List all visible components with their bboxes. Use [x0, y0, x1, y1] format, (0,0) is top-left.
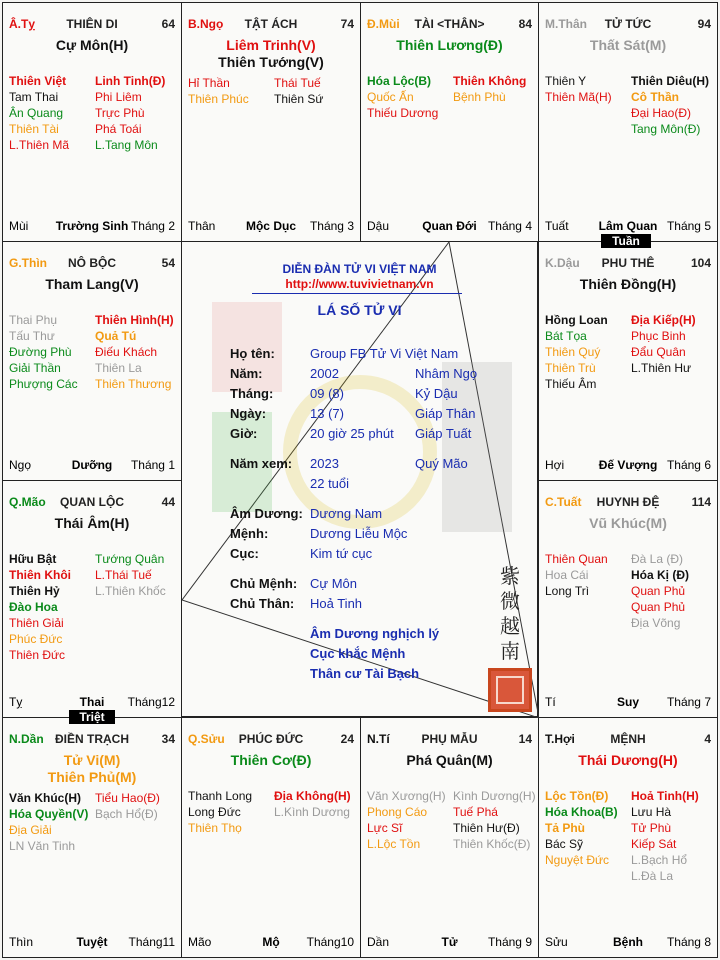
palace-age: 34 [161, 732, 175, 746]
minor-star: Hóa Quyền(V) [9, 807, 89, 821]
note-am-duong: Âm Dương nghịch lý [310, 626, 440, 641]
minor-star: Lực Sĩ [367, 821, 403, 835]
minor-star: Hoả Tinh(H) [631, 789, 699, 803]
palace-dien-trach [2, 717, 182, 958]
minor-star: Thiên Hỷ [9, 584, 60, 598]
info-value: 20 giờ 25 phút [310, 426, 394, 441]
minor-star: Thiên La [95, 361, 142, 375]
info-value: Cự Môn [310, 576, 357, 591]
minor-star: Quan Phủ [631, 600, 686, 614]
info-label: Chủ Mệnh: [230, 576, 298, 591]
palace-header [545, 256, 711, 272]
minor-star: Bệnh Phù [453, 90, 506, 104]
minor-star: Hoa Cái [545, 568, 589, 582]
palace-name: TÀI <THÂN> [414, 17, 485, 31]
minor-star: Thiên Quan [545, 552, 608, 566]
triet-tag: Triệt [69, 710, 115, 724]
info-value: Dương Nam [310, 506, 383, 521]
minor-stars-right [274, 75, 323, 107]
palace-name: PHU THÊ [601, 256, 655, 270]
palace-phuc-duc [181, 717, 361, 958]
minor-stars-left [9, 312, 78, 392]
minor-stars-right [95, 790, 160, 822]
info-value: Kim tứ cục [310, 546, 373, 561]
palace-stage: Thai [79, 695, 105, 709]
minor-star: Đà La (Đ) [631, 552, 684, 566]
palace-can-chi: G.Thìn [9, 256, 47, 270]
minor-star: Ân Quang [9, 106, 64, 120]
minor-star: Thiên Hình(H) [95, 313, 174, 327]
minor-star: Kiếp Sát [631, 837, 677, 851]
major-star: Thất Sát(M) [589, 37, 667, 53]
palace-age: 54 [161, 256, 175, 270]
palace-can-chi: Q.Sửu [188, 732, 225, 746]
info-value: Group FB Tử Vi Việt Nam [310, 346, 459, 361]
minor-star: Văn Xương(H) [367, 789, 446, 803]
palace-month: Tháng 9 [487, 935, 532, 949]
palace-header [545, 495, 711, 511]
minor-star: Hóa Lộc(B) [367, 74, 431, 88]
palace-month: Tháng 2 [130, 219, 175, 233]
info-value: Hoả Tinh [310, 596, 363, 611]
minor-stars-left [9, 551, 71, 663]
info-value: 22 tuổi [310, 476, 350, 491]
palace-tai-bach [360, 2, 539, 242]
site-url[interactable]: http://www.tuvivietnam.vn [285, 277, 434, 291]
minor-star: Tả Phù [545, 821, 586, 835]
palace-header [9, 732, 175, 748]
info-label: Tháng: [230, 386, 274, 401]
minor-star: Hữu Bật [9, 552, 57, 566]
info-value-secondary: Kỷ Dậu [415, 386, 458, 401]
info-label: Cục: [230, 546, 259, 561]
minor-star: L.Bạch Hổ [631, 853, 688, 867]
palace-name: MỆNH [610, 732, 646, 746]
minor-star: L.Đà La [631, 869, 674, 883]
palace-stage: Dưỡng [71, 458, 113, 472]
minor-stars-right [274, 788, 351, 820]
palace-no-boc [2, 241, 182, 481]
minor-stars-left [188, 75, 249, 107]
palace-branch: Mùi [9, 219, 29, 233]
minor-star: Thiên Đức [9, 648, 66, 662]
minor-star: Lộc Tồn(Đ) [545, 789, 609, 803]
palace-tu-tuc [538, 2, 718, 242]
minor-star: Trực Phù [95, 106, 145, 120]
major-star: Cự Môn(H) [55, 37, 129, 53]
minor-star: Thai Phụ [9, 313, 58, 327]
info-value: Dương Liễu Mộc [310, 526, 408, 541]
minor-star: Long Trì [545, 584, 590, 598]
palace-name: PHÚC ĐỨC [238, 732, 304, 746]
palace-branch: Ngọ [9, 458, 32, 472]
minor-star: Địa Kiếp(H) [631, 313, 696, 327]
minor-star: Long Đức [188, 805, 241, 819]
info-label: Họ tên: [230, 346, 275, 361]
palace-branch: Tỵ [9, 695, 23, 709]
minor-star: Bát Tọa [545, 329, 587, 343]
palace-age: 84 [518, 17, 532, 31]
major-star: Thái Dương(H) [578, 752, 678, 768]
minor-stars-left [545, 73, 612, 105]
minor-star: L.Thiên Mã [9, 138, 70, 152]
palace-header [188, 17, 354, 33]
palace-branch: Thìn [9, 935, 34, 949]
info-value: 09 (8) [310, 386, 344, 401]
palace-month: Tháng 3 [309, 219, 354, 233]
palace-month: Tháng12 [127, 695, 175, 709]
palace-age: 44 [161, 495, 175, 509]
info-label: Năm: [230, 366, 263, 381]
palace-month: Tháng11 [128, 935, 175, 949]
minor-star: Quan Phủ [631, 584, 686, 598]
minor-star: Phi Liêm [95, 90, 142, 104]
minor-star: Đẩu Quân [631, 345, 686, 359]
info-label: Giờ: [230, 426, 258, 441]
minor-star: Cô Thần [631, 90, 679, 104]
minor-star: Nguyệt Đức [545, 853, 610, 867]
minor-star: Thanh Long [188, 789, 253, 803]
minor-star: Thiên Diêu(H) [631, 74, 709, 88]
palace-stage: Mộ [262, 935, 280, 949]
palace-footer [545, 935, 711, 949]
major-star: Thái Âm(H) [54, 515, 130, 531]
palace-name: TỬ TỨC [604, 17, 652, 31]
info-value-secondary: Quý Mão [415, 456, 468, 471]
minor-stars-right [631, 312, 696, 376]
minor-star: Bác Sỹ [545, 837, 584, 851]
palace-footer [545, 219, 711, 233]
info-value: 2023 [310, 456, 339, 471]
palace-branch: Sửu [545, 935, 568, 949]
palace-month: Tháng 7 [666, 695, 711, 709]
minor-star: Thiên Thọ [188, 821, 242, 835]
minor-star: Thiên Sứ [274, 92, 324, 106]
major-star: Liêm Trinh(V) [226, 37, 316, 53]
minor-star: Tam Thai [9, 90, 59, 104]
note-than-cu: Thân cư Tài Bạch [310, 666, 420, 681]
minor-star: L.Lộc Tồn [367, 837, 421, 851]
minor-star: Tấu Thư [9, 329, 55, 343]
site-title: DIỄN ĐÀN TỬ VI VIỆT NAM [282, 262, 437, 276]
minor-star: Thiên Việt [9, 74, 67, 88]
minor-star: Tử Phù [631, 821, 672, 835]
palace-stage: Tuyệt [76, 935, 108, 949]
palace-can-chi: N.Dần [9, 732, 44, 746]
chart-title: LÁ SỐ TỬ VI [317, 302, 402, 318]
red-seal-stamp [488, 668, 532, 712]
palace-footer [188, 935, 354, 949]
minor-star: L.Tang Môn [95, 138, 158, 152]
palace-can-chi: M.Thân [545, 17, 587, 31]
palace-footer [545, 695, 711, 709]
palace-header [188, 732, 354, 748]
palace-header [545, 17, 711, 33]
palace-age: 4 [704, 732, 711, 746]
minor-star: Đường Phù [9, 345, 72, 359]
palace-footer [9, 935, 175, 949]
palace-month: Tháng 6 [666, 458, 711, 472]
palace-name: HUYNH ĐỆ [596, 495, 660, 509]
palace-footer [545, 458, 711, 472]
major-star: Thiên Đồng(H) [579, 276, 677, 292]
palace-name: ĐIỀN TRẠCH [55, 732, 129, 746]
minor-star: Phong Cáo [367, 805, 428, 819]
minor-star: Hóa Kị (Đ) [631, 568, 689, 582]
palace-month: Tháng10 [306, 935, 354, 949]
center-info-panel [181, 241, 538, 717]
minor-stars-right [631, 788, 699, 884]
palace-month: Tháng 4 [487, 219, 532, 233]
palace-branch: Tuất [545, 219, 569, 233]
palace-tat-ach [181, 2, 361, 242]
minor-star: Tiểu Hao(Đ) [95, 791, 160, 805]
palace-branch: Dần [367, 935, 390, 949]
minor-stars-right [631, 73, 709, 137]
minor-stars-right [631, 551, 689, 631]
palace-name: QUAN LỘC [60, 495, 124, 509]
info-label: Chủ Thân: [230, 596, 295, 611]
minor-star: Địa Giải [9, 823, 52, 837]
minor-star: Đại Hao(Đ) [631, 106, 692, 120]
minor-stars-left [188, 788, 252, 836]
info-value: 2002 [310, 366, 339, 381]
palace-can-chi: Â.Tỵ [9, 17, 36, 31]
minor-star: L.Thiên Hư [631, 361, 692, 375]
tuan-tag: Tuần [601, 234, 651, 248]
palace-can-chi: T.Hợi [545, 732, 575, 746]
minor-star: Phúc Đức [9, 632, 63, 646]
minor-stars-left [367, 73, 438, 121]
palace-branch: Dậu [367, 219, 390, 233]
vertical-calligraphy: 紫 微 越 南 [500, 564, 520, 663]
palace-stage: Lâm Quan [598, 219, 658, 233]
palace-name: PHỤ MẪU [421, 732, 478, 746]
minor-star: L.Kình Dương [274, 805, 350, 819]
note-cuc-menh: Cục khắc Mệnh [310, 646, 406, 661]
info-value-secondary: Giáp Tuất [415, 426, 472, 441]
palace-stage: Bệnh [613, 935, 643, 949]
palace-stage: Đế Vượng [598, 458, 658, 472]
minor-star: Phá Toái [95, 122, 142, 136]
palace-footer [188, 219, 354, 233]
minor-star: Hỉ Thần [188, 76, 230, 90]
minor-stars-left [545, 312, 608, 392]
minor-stars-left [545, 788, 618, 868]
major-star: Thiên Lương(Đ) [396, 37, 503, 53]
minor-star: Thái Tuế [274, 76, 321, 90]
minor-stars-right [453, 788, 536, 852]
minor-star: Phượng Các [9, 377, 78, 391]
minor-star: Thiếu Dương [367, 106, 439, 120]
minor-star: Linh Tinh(Đ) [95, 74, 166, 88]
palace-header [545, 732, 711, 748]
minor-star: Hồng Loan [545, 313, 608, 327]
palace-branch: Tí [545, 695, 556, 709]
minor-star: Đào Hoa [9, 600, 58, 614]
palace-age: 64 [161, 17, 175, 31]
minor-star: Kình Dương(H) [453, 789, 536, 803]
info-value-secondary: Nhâm Ngọ [415, 366, 478, 381]
minor-star: Hóa Khoa(B) [545, 805, 618, 819]
palace-can-chi: Q.Mão [9, 495, 46, 509]
palace-month: Tháng 8 [666, 935, 711, 949]
palace-header [9, 495, 175, 511]
major-star: Vũ Khúc(M) [589, 515, 667, 531]
minor-star: Thiên Trù [545, 361, 596, 375]
info-label: Âm Dương: [230, 506, 303, 521]
palace-footer [367, 935, 532, 949]
palace-name: TẬT ÁCH [244, 17, 298, 31]
palace-thien-di [2, 2, 182, 242]
minor-star: Thiên Thương [95, 377, 172, 391]
minor-star: Thiên Khôi [9, 568, 71, 582]
major-star: Phá Quân(M) [406, 752, 493, 768]
minor-star: Lưu Hà [631, 805, 672, 819]
palace-header [9, 17, 175, 33]
minor-stars-left [9, 73, 69, 153]
palace-can-chi: N.Tí [367, 732, 390, 746]
palace-age: 74 [340, 17, 354, 31]
palace-footer [367, 219, 532, 233]
info-value-secondary: Giáp Thân [415, 406, 476, 421]
minor-star: Thiên Không [453, 74, 527, 88]
palace-name: NÔ BỘC [68, 256, 116, 270]
minor-star: Quốc Ấn [367, 90, 414, 104]
palace-branch: Mão [188, 935, 212, 949]
minor-stars-right [95, 312, 174, 392]
palace-age: 24 [340, 732, 354, 746]
title-divider [252, 293, 462, 294]
palace-age: 94 [697, 17, 711, 31]
major-star: Thiên Tướng(V) [218, 54, 324, 70]
palace-huynh-de [538, 480, 718, 718]
minor-star: L.Thái Tuế [95, 568, 152, 582]
palace-stage: Mộc Dục [245, 219, 296, 233]
palace-stage: Tử [441, 935, 458, 949]
palace-branch: Thân [188, 219, 216, 233]
palace-menh [538, 717, 718, 958]
info-value: 13 (7) [310, 406, 344, 421]
major-star: Thiên Phủ(M) [47, 769, 137, 785]
minor-star: Thiên Khốc(Đ) [453, 837, 531, 851]
minor-star: L.Thiên Khốc [95, 584, 166, 598]
info-label: Năm xem: [230, 456, 293, 471]
minor-star: Phục Binh [631, 329, 686, 343]
palace-month: Tháng 5 [666, 219, 711, 233]
palace-phu-mau [360, 717, 539, 958]
minor-star: Điếu Khách [95, 345, 158, 359]
minor-stars-right [95, 551, 166, 599]
minor-stars-left [9, 790, 88, 854]
minor-star: Thiên Y [545, 74, 587, 88]
minor-star: Thiên Phúc [188, 92, 249, 106]
minor-stars-left [367, 788, 446, 852]
palace-stage: Quan Đới [422, 219, 477, 233]
minor-star: Tướng Quân [95, 552, 165, 566]
minor-star: LN Văn Tinh [9, 839, 76, 853]
palace-branch: Hợi [545, 458, 565, 472]
palace-quan-loc [2, 480, 182, 718]
minor-star: Giải Thần [9, 361, 61, 375]
minor-star: Quả Tú [95, 329, 137, 343]
palace-header [367, 732, 532, 748]
palace-can-chi: Đ.Mùi [367, 17, 400, 31]
minor-star: Thiên Quý [545, 345, 601, 359]
palace-age: 104 [690, 256, 711, 270]
minor-stars-left [545, 551, 608, 599]
minor-star: Địa Võng [631, 616, 681, 630]
palace-age: 114 [691, 495, 711, 509]
minor-star: Thiên Mã(H) [545, 90, 612, 104]
major-star: Tham Lang(V) [45, 276, 139, 292]
palace-stage: Trường Sinh [55, 219, 129, 233]
palace-age: 14 [518, 732, 532, 746]
palace-can-chi: C.Tuất [545, 495, 582, 509]
palace-can-chi: K.Dậu [545, 256, 580, 270]
palace-can-chi: B.Ngọ [188, 17, 224, 31]
minor-star: Tuế Phá [453, 805, 498, 819]
palace-header [367, 17, 532, 33]
info-label: Mệnh: [230, 526, 269, 541]
palace-footer [9, 219, 175, 233]
minor-stars-right [95, 73, 165, 153]
minor-star: Thiếu Âm [545, 377, 597, 391]
palace-stage: Suy [616, 695, 639, 709]
minor-stars-right [453, 73, 526, 105]
minor-star: Văn Khúc(H) [9, 791, 81, 805]
minor-star: Thiên Hư(Đ) [453, 821, 520, 835]
palace-header [9, 256, 175, 272]
minor-star: Thiên Tài [9, 122, 59, 136]
major-star: Thiên Cơ(Đ) [230, 752, 312, 768]
minor-star: Bạch Hổ(Đ) [95, 807, 158, 821]
palace-name: THIÊN DI [66, 17, 118, 31]
palace-footer [9, 695, 175, 709]
palace-month: Tháng 1 [130, 458, 175, 472]
major-star: Tử Vi(M) [63, 752, 121, 768]
palace-phu-the [538, 241, 718, 481]
info-label: Ngày: [230, 406, 267, 421]
minor-star: Tang Môn(Đ) [631, 122, 701, 136]
minor-star: Địa Không(H) [274, 789, 351, 803]
minor-star: Thiên Giải [9, 616, 64, 630]
palace-footer [9, 458, 175, 472]
